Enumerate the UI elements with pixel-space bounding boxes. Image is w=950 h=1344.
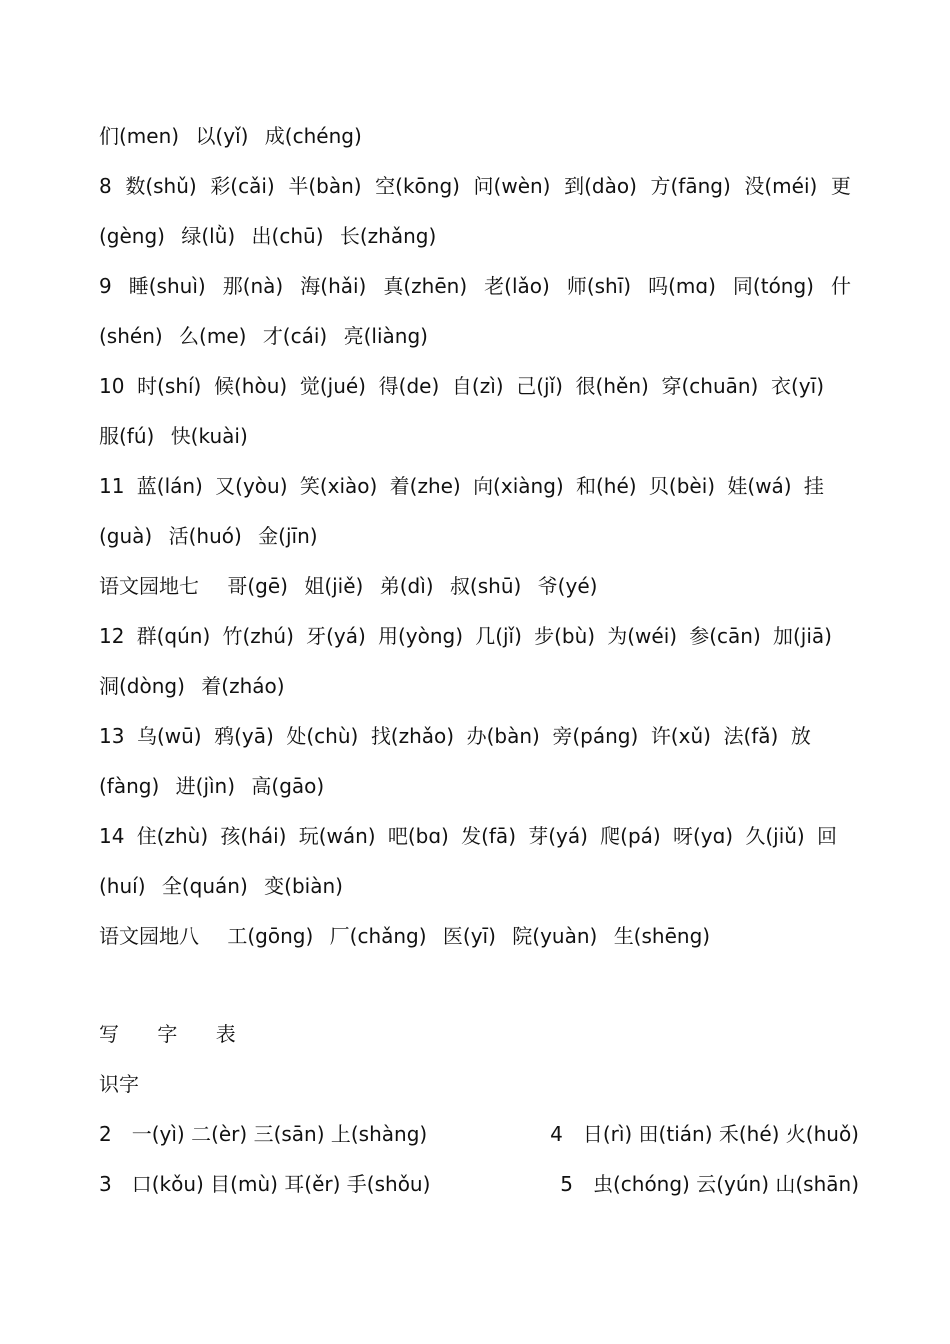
- word: 方(fāng): [650, 174, 731, 198]
- word: 真(zhēn): [383, 274, 468, 298]
- word: 鸦(yā): [214, 724, 274, 748]
- word: 和(hé): [576, 474, 637, 498]
- word: 衣(yī): [771, 374, 824, 398]
- word: 出(chū): [251, 224, 324, 248]
- word: 数(shǔ): [125, 174, 197, 198]
- text-line: [99, 422, 258, 450]
- word: 竹(zhú): [222, 624, 294, 648]
- word: 笑(xiào): [299, 474, 378, 498]
- character-group: 3 口(kǒu) 目(mù) 耳(ěr) 手(shǒu): [99, 1172, 431, 1196]
- section-title: 语文园地七: [99, 574, 199, 598]
- word: 旁(páng): [552, 724, 639, 748]
- word: 乌(wū): [136, 724, 202, 748]
- word: 吧(bɑ): [387, 824, 449, 848]
- word: 贝(bèi): [648, 474, 716, 498]
- word: 得(de): [378, 374, 440, 398]
- word: 生(shēng): [613, 924, 711, 948]
- word: 什: [831, 274, 851, 298]
- word: 挂: [803, 474, 824, 498]
- word: 睡(shuì): [128, 274, 206, 298]
- word: 爬(pá): [600, 824, 661, 848]
- text-line: [99, 522, 328, 550]
- word: 院(yuàn): [512, 924, 598, 948]
- word: 发(fā): [461, 824, 516, 848]
- word: 工(gōng): [227, 924, 314, 948]
- word: 全(quán): [161, 874, 248, 898]
- text-line: [99, 572, 607, 600]
- word: 又(yòu): [215, 474, 288, 498]
- text-line: [99, 372, 824, 400]
- section-title: 语文园地八: [99, 924, 199, 948]
- section-heading: 写 字 表: [99, 1022, 252, 1046]
- word: 以(yǐ): [195, 124, 249, 148]
- text-line: [99, 822, 837, 850]
- word: 放: [790, 724, 811, 748]
- lesson-number: 11: [99, 474, 125, 498]
- word: 呀(yɑ): [672, 824, 734, 848]
- text-line: [99, 172, 851, 200]
- word: 海(hǎi): [300, 274, 367, 298]
- word: (gèng): [99, 224, 165, 248]
- word: 住(zhù): [136, 824, 209, 848]
- word: 爷(yé): [537, 574, 598, 598]
- word: 回: [816, 824, 837, 848]
- text-line: [99, 872, 353, 900]
- word: 到(dào): [564, 174, 637, 198]
- lesson-number: 8: [99, 174, 112, 198]
- word: 么(me): [179, 324, 247, 348]
- word: 叔(shū): [449, 574, 522, 598]
- text-line: [99, 922, 720, 950]
- word: 很(hěn): [575, 374, 649, 398]
- word: 吗(mɑ): [648, 274, 716, 298]
- word: 没(méi): [744, 174, 818, 198]
- word: 哥(gē): [227, 574, 288, 598]
- word: 问(wèn): [473, 174, 551, 198]
- word: 候(hòu): [214, 374, 288, 398]
- word: 芽(yá): [528, 824, 588, 848]
- word: 牙(yá): [306, 624, 366, 648]
- word: 厂(chǎng): [329, 924, 427, 948]
- word: 蓝(lán): [136, 474, 203, 498]
- word: 玩(wán): [298, 824, 376, 848]
- word: 活(huó): [168, 524, 242, 548]
- character-group: 2 一(yì) 二(èr) 三(sān) 上(shàng): [99, 1122, 428, 1146]
- word: 孩(hái): [220, 824, 287, 848]
- word: (fàng): [99, 774, 160, 798]
- word: 娃(wá): [727, 474, 792, 498]
- word: 金(jīn): [258, 524, 318, 548]
- word: 群(qún): [136, 624, 211, 648]
- text-line: [99, 122, 372, 150]
- word: 高(gāo): [251, 774, 325, 798]
- text-line: [99, 222, 446, 250]
- word: 师(shī): [566, 274, 632, 298]
- word: 绿(lǜ): [181, 224, 236, 248]
- word: 老(lǎo): [484, 274, 550, 298]
- text-line: [99, 322, 438, 350]
- word: 空(kōng): [375, 174, 460, 198]
- word: 进(jìn): [175, 774, 236, 798]
- word: 己(jǐ): [516, 374, 563, 398]
- word: 快(kuài): [170, 424, 248, 448]
- word: 着(zháo): [201, 674, 285, 698]
- lesson-number: 10: [99, 374, 125, 398]
- word: 姐(jiě): [304, 574, 364, 598]
- word: 办(bàn): [466, 724, 540, 748]
- lesson-number: 14: [99, 824, 125, 848]
- word: 几(jǐ): [475, 624, 522, 648]
- word: 医(yī): [442, 924, 496, 948]
- word: (guà): [99, 524, 153, 548]
- word: 用(yòng): [377, 624, 464, 648]
- word: 参(cān): [689, 624, 761, 648]
- subsection-heading: 识字: [99, 1072, 139, 1096]
- word: (shén): [99, 324, 163, 348]
- text-line: [99, 272, 851, 300]
- lesson-number: 9: [99, 274, 112, 298]
- word: 时(shí): [137, 374, 202, 398]
- word: 加(jiā): [772, 624, 832, 648]
- word: 久(jiǔ): [745, 824, 805, 848]
- character-group: 4 日(rì) 田(tián) 禾(hé) 火(huǒ): [550, 1122, 859, 1146]
- character-group: 5 虫(chóng) 云(yún) 山(shān): [560, 1172, 859, 1196]
- word: 长(zhǎng): [339, 224, 437, 248]
- word: 成(chéng): [264, 124, 362, 148]
- text-line: [99, 722, 811, 750]
- word: 服(fú): [99, 424, 155, 448]
- word: 同(tóng): [732, 274, 814, 298]
- word: 许(xǔ): [650, 724, 711, 748]
- word: 觉(jué): [299, 374, 366, 398]
- word: 为(wéi): [607, 624, 678, 648]
- word: 更: [830, 174, 851, 198]
- word: (huí): [99, 874, 146, 898]
- word: 法(fǎ): [723, 724, 779, 748]
- word: 亮(liàng): [343, 324, 428, 348]
- word: 洞(dòng): [99, 674, 185, 698]
- word: 步(bù): [534, 624, 596, 648]
- text-line: [99, 772, 334, 800]
- word: 找(zhǎo): [370, 724, 455, 748]
- word: 那(nà): [222, 274, 284, 298]
- text-line: [99, 672, 295, 700]
- word: 变(biàn): [264, 874, 343, 898]
- word: 自(zì): [451, 374, 504, 398]
- lesson-number: 12: [99, 624, 125, 648]
- text-line: [99, 622, 832, 650]
- word: 弟(dì): [379, 574, 434, 598]
- word: 穿(chuān): [661, 374, 759, 398]
- word: 才(cái): [262, 324, 328, 348]
- word: 着(zhe): [389, 474, 461, 498]
- word: 处(chù): [286, 724, 359, 748]
- word: 彩(cǎi): [210, 174, 275, 198]
- text-line: [99, 472, 824, 500]
- word: 们(men): [99, 124, 180, 148]
- word: 半(bàn): [288, 174, 362, 198]
- word: 向(xiàng): [473, 474, 564, 498]
- lesson-number: 13: [99, 724, 125, 748]
